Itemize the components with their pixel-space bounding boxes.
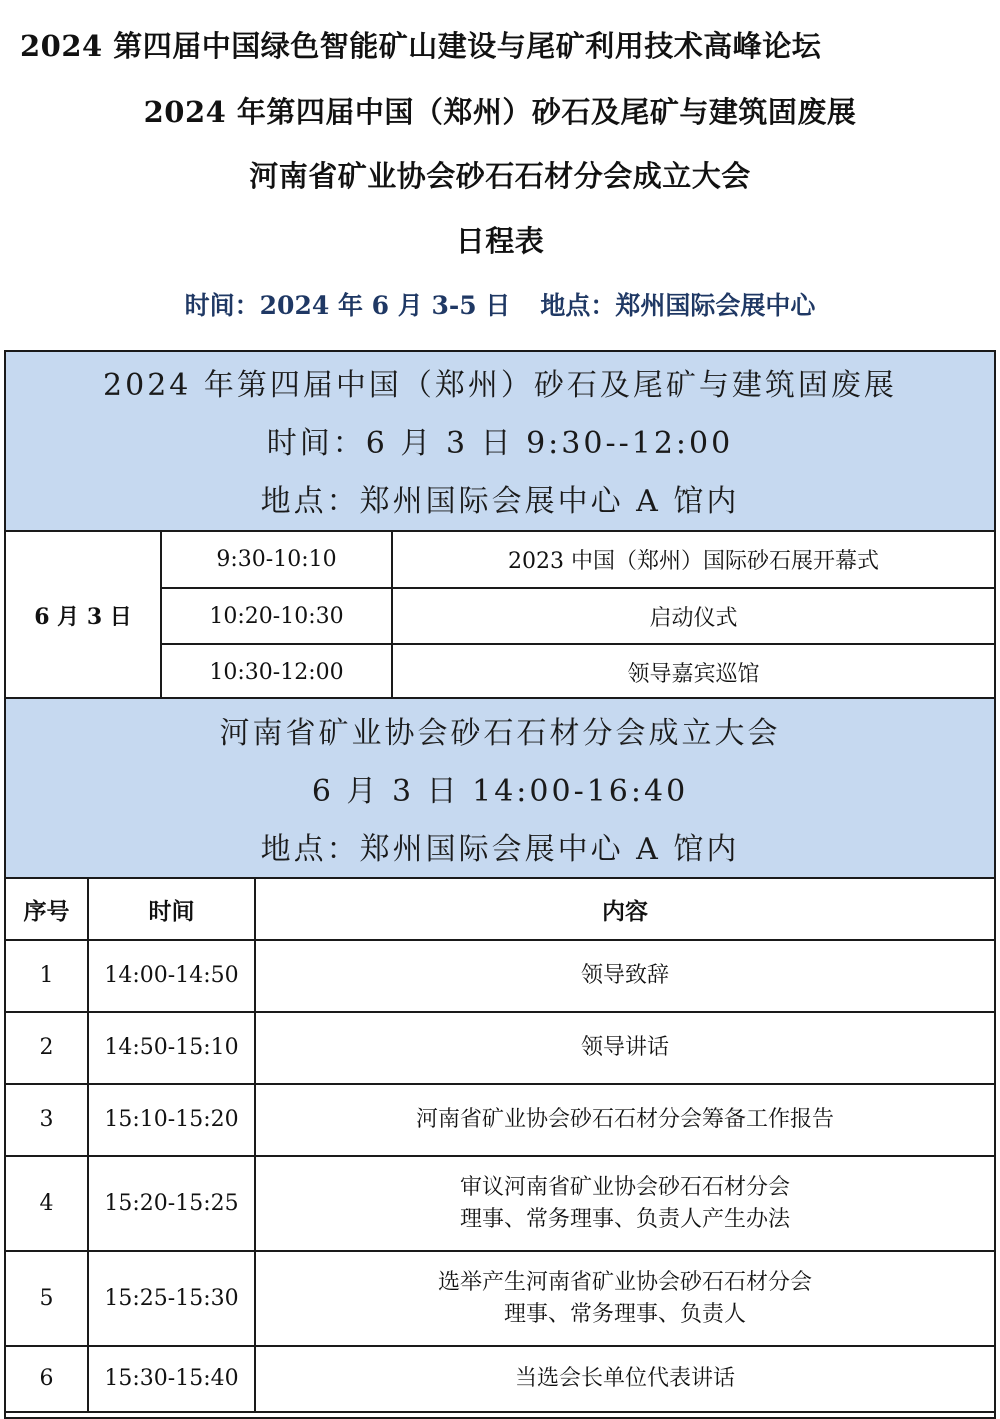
table-row xyxy=(6,1084,994,1156)
time-cell: 14:50-15:10 xyxy=(88,1012,255,1084)
content-cell: 河南省矿业协会砂石石材分会筹备工作报告 xyxy=(255,1084,994,1156)
event-place: 地点：郑州国际会展中心 xyxy=(540,291,816,320)
time-cell: 15:25-15:30 xyxy=(88,1251,255,1346)
expo-schedule-table xyxy=(6,532,994,701)
time-cell: 9:30-10:10 xyxy=(161,532,392,588)
content-cell: 领导嘉宾巡馆 xyxy=(392,644,994,700)
schedule-title: 日程表 xyxy=(455,224,545,258)
content-cell xyxy=(255,1251,994,1346)
content-cell: 当选会长单位代表讲话 xyxy=(255,1346,994,1412)
expo-title: 2024 年第四届中国（郑州）砂石及尾矿与建筑固废展 xyxy=(143,95,857,129)
content-cell: 启动仪式 xyxy=(392,588,994,644)
meeting-schedule-table xyxy=(6,879,994,1413)
meeting-banner-title: 河南省矿业协会砂石石材分会成立大会 xyxy=(219,716,781,751)
event-meta xyxy=(0,286,1000,322)
day-cell: 6 月 3 日 xyxy=(6,532,161,700)
no-cell: 5 xyxy=(6,1251,88,1346)
table-header-row xyxy=(6,879,994,940)
content-cell: 领导致辞 xyxy=(255,940,994,1012)
expo-banner xyxy=(6,352,994,532)
expo-banner-place: 地点：郑州国际会展中心 A 馆内 xyxy=(260,484,740,519)
meeting-banner-time: 6 月 3 日 14:00-16:40 xyxy=(311,774,689,809)
table-row xyxy=(6,1251,994,1346)
header-content: 内容 xyxy=(255,879,994,940)
no-cell: 4 xyxy=(6,1156,88,1251)
table-row xyxy=(6,940,994,1012)
header-no: 序号 xyxy=(6,879,88,940)
time-cell: 10:30-12:00 xyxy=(161,644,392,700)
content-line-1: 审议河南省矿业协会砂石石材分会 xyxy=(459,1174,790,1200)
event-time: 时间：2024 年 6 月 3-5 日 xyxy=(184,291,511,320)
meeting-banner-place: 地点：郑州国际会展中心 A 馆内 xyxy=(260,832,740,867)
content-cell: 领导讲话 xyxy=(255,1012,994,1084)
time-cell: 15:10-15:20 xyxy=(88,1084,255,1156)
header-time: 时间 xyxy=(88,879,255,940)
table-row xyxy=(6,1156,994,1251)
no-cell: 1 xyxy=(6,940,88,1012)
content-line-1: 选举产生河南省矿业协会砂石石材分会 xyxy=(437,1269,812,1295)
meeting-title: 河南省矿业协会砂石石材分会成立大会 xyxy=(249,159,751,193)
time-cell: 10:20-10:30 xyxy=(161,588,392,644)
no-cell: 6 xyxy=(6,1346,88,1412)
time-cell: 15:20-15:25 xyxy=(88,1156,255,1251)
content-cell xyxy=(255,1156,994,1251)
expo-section xyxy=(4,350,996,703)
time-cell: 14:00-14:50 xyxy=(88,940,255,1012)
no-cell: 2 xyxy=(6,1012,88,1084)
no-cell: 3 xyxy=(6,1084,88,1156)
expo-banner-title: 2024 年第四届中国（郑州）砂石及尾矿与建筑固废展 xyxy=(103,368,897,403)
meeting-banner xyxy=(6,699,994,879)
table-row xyxy=(6,1346,994,1412)
content-line-2: 理事、常务理事、负责人产生办法 xyxy=(459,1206,790,1232)
content-line-2: 理事、常务理事、负责人 xyxy=(503,1301,746,1327)
time-cell: 15:30-15:40 xyxy=(88,1346,255,1412)
meeting-section xyxy=(4,697,996,1419)
table-row xyxy=(6,532,994,588)
table-row xyxy=(6,1012,994,1084)
forum-title: 2024 第四届中国绿色智能矿山建设与尾矿利用技术高峰论坛 xyxy=(20,29,822,63)
content-cell: 2023 中国（郑州）国际砂石展开幕式 xyxy=(392,532,994,588)
expo-banner-time: 时间：6 月 3 日 9:30--12:00 xyxy=(266,426,734,461)
